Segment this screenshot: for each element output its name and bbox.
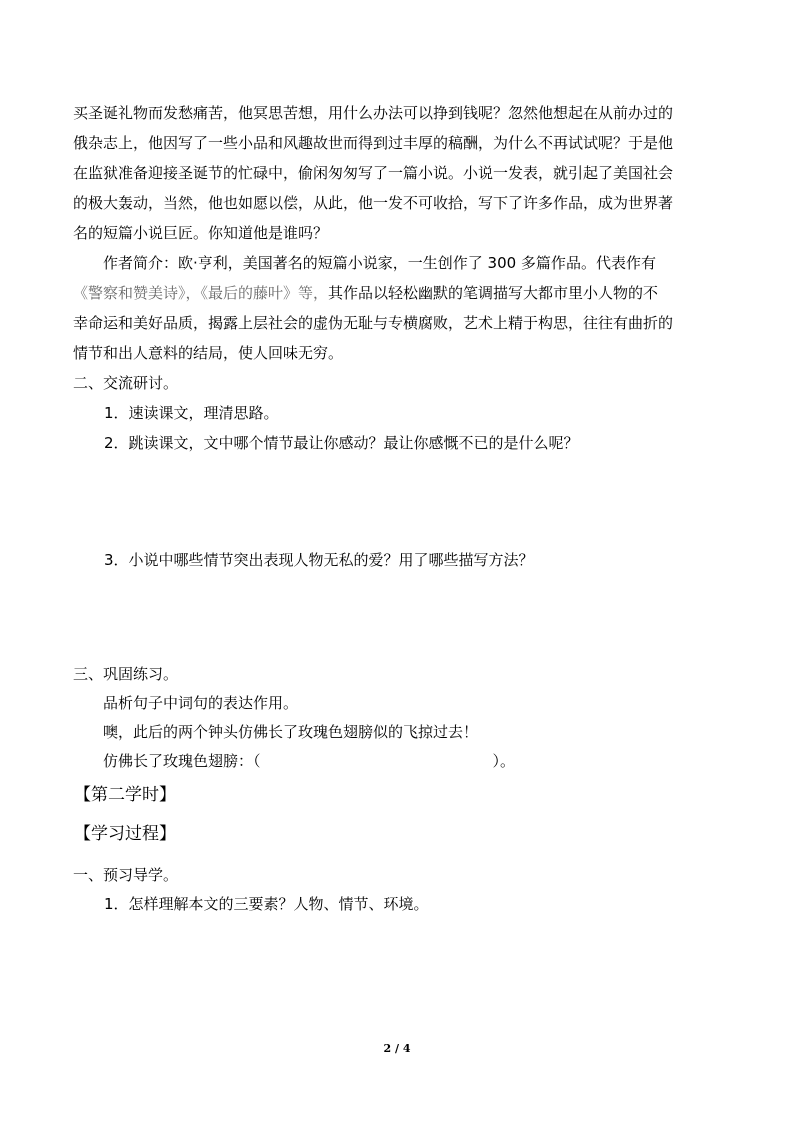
question-1: 1．速读课文，理清思路。 — [104, 404, 279, 422]
story-line: 在监狱准备迎接圣诞节的忙碌中，偷闲匆匆写了一篇小说。小说一发表，就引起了美国社会 — [73, 164, 674, 182]
author-intro-line: 作者简介：欧·亨利，美国著名的短篇小说家，一生创作了 300 多篇作品。代表作有 — [103, 254, 656, 272]
section-title-practice: 三、巩固练习。 — [73, 665, 179, 683]
question-3: 3．小说中哪些情节突出表现人物无私的爱？用了哪些描写方法？ — [104, 551, 534, 569]
practice-instruction: 品析句子中词句的表达作用。 — [103, 694, 299, 712]
page-number: 2 / 4 — [383, 1042, 411, 1055]
preview-question-1: 1．怎样理解本文的三要素？人物、情节、环境。 — [104, 895, 429, 913]
author-intro-line: 情节和出人意料的结局，使人回味无穷。 — [73, 344, 344, 362]
story-line: 俄杂志上，他因写了一些小品和风趣故世而得到过丰厚的稿酬，为什么不再试试呢？于是他 — [73, 134, 674, 152]
section-title-preview: 一、预习导学。 — [73, 866, 179, 884]
practice-sentence: 噢，此后的两个钟头仿佛长了玫瑰色翅膀似的飞掠过去！ — [103, 723, 479, 741]
question-2: 2．跳读课文，文中哪个情节最让你感动？最让你感慨不已的是什么呢？ — [104, 434, 579, 452]
period-heading: 【第二学时】 — [74, 785, 176, 805]
story-line: 名的短篇小说巨匠。你知道他是谁吗？ — [73, 224, 329, 242]
fill-label: 仿佛长了玫瑰色翅膀：（ — [103, 752, 261, 770]
story-line: 买圣诞礼物而发愁痛苦，他冥思苦想，用什么办法可以挣到钱呢？忽然他想起在从前办过的 — [73, 104, 674, 122]
fill-in-blank — [103, 751, 515, 771]
author-works-titles: 《警察和赞美诗》，《最后的藤叶》等， — [73, 284, 329, 302]
author-style-text: 其作品以轻松幽默的笔调描写大都市里小人物的不 — [328, 284, 659, 302]
section-title-discussion: 二、交流研讨。 — [73, 374, 179, 392]
author-intro-line: 幸命运和美好品质，揭露上层社会的虚伪无耻与专横腐败，艺术上精于构思，往往有曲折的 — [73, 314, 674, 332]
fill-end: ）。 — [492, 752, 516, 770]
story-line: 的极大轰动，当然，他也如愿以偿，从此，他一发不可收拾，写下了许多作品，成为世界著 — [73, 194, 674, 212]
author-works-line — [73, 283, 658, 303]
process-heading: 【学习过程】 — [74, 824, 176, 844]
